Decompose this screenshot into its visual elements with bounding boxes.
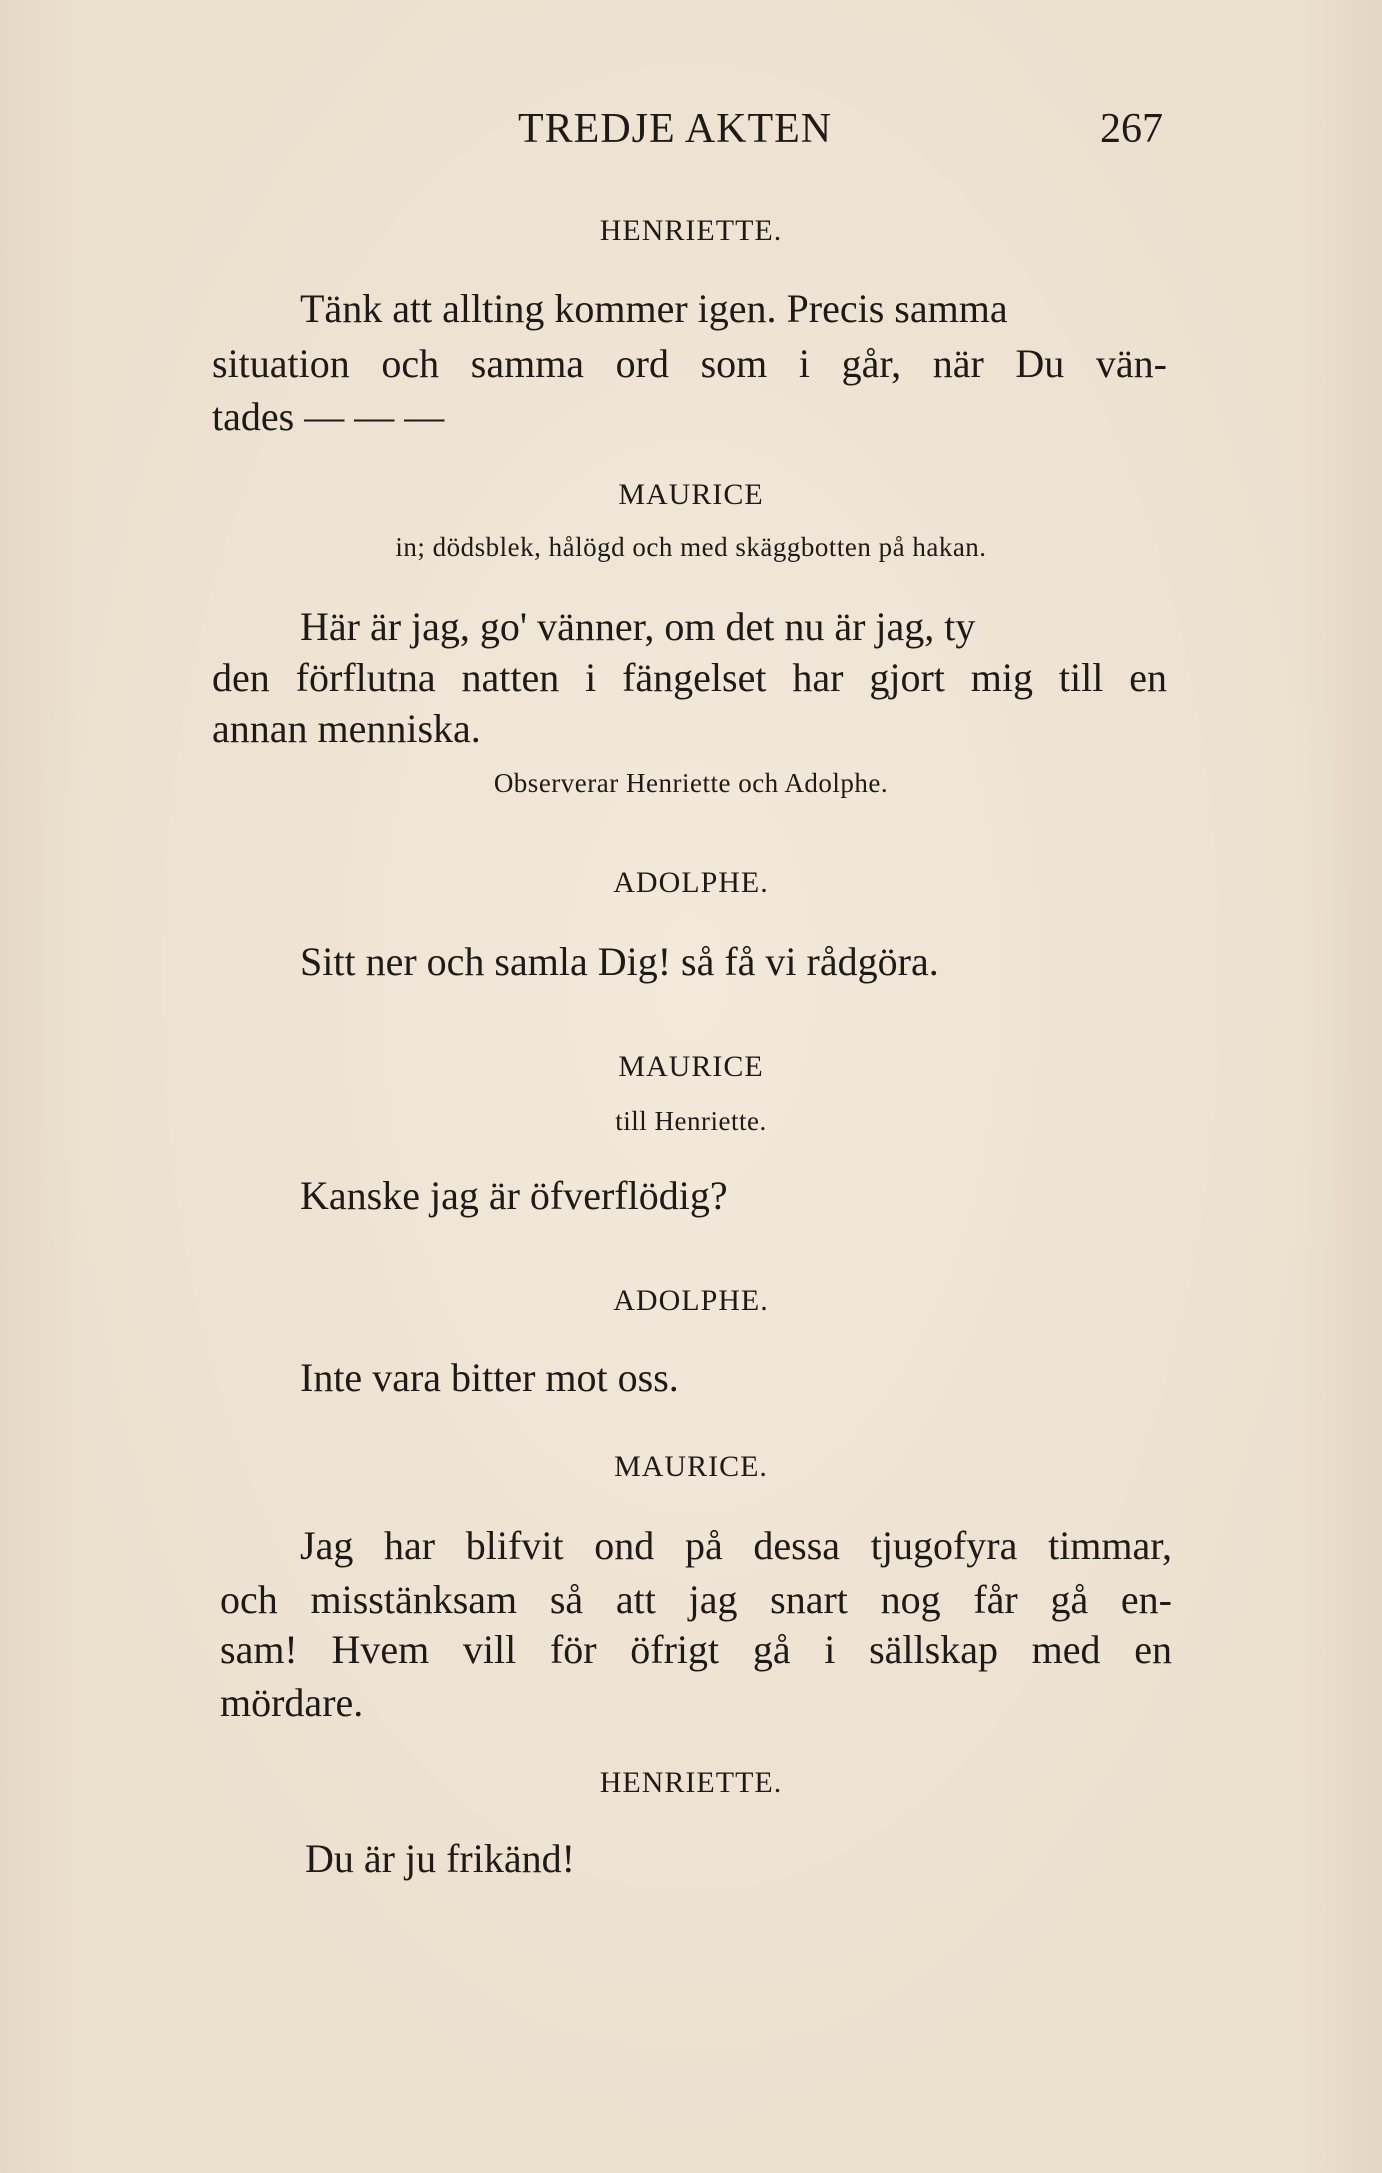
stage-direction: till Henriette. — [615, 1106, 767, 1136]
speaker-adolphe: ADOLPHE. — [613, 866, 769, 899]
speech-line: sam! Hvem vill för öfrigt gå i sällskap med en — [220, 1627, 1172, 1672]
speech-line: Här är jag, go' vänner, om det nu är jag, ty — [300, 604, 976, 649]
speaker-adolphe: ADOLPHE. — [613, 1284, 769, 1317]
speaker-maurice: MAURICE — [618, 1050, 764, 1083]
speech-line: Sitt ner och samla Dig! så få vi rådgöra. — [300, 939, 939, 984]
speech-line: Tänk att allting kommer igen. Precis samma — [300, 286, 1008, 331]
page-number: 267 — [1100, 106, 1163, 152]
speech-line: situation och samma ord som i går, när Du vän- — [212, 341, 1167, 386]
stage-direction: Observerar Henriette och Adolphe. — [493, 768, 889, 798]
speaker-henriette: HENRIETTE. — [599, 214, 783, 247]
speech-line: Kanske jag är öfverflödig? — [300, 1173, 728, 1218]
running-header-title: TREDJE AKTEN — [518, 106, 833, 152]
speech-line: annan menniska. — [212, 706, 481, 751]
speech-line: mördare. — [220, 1680, 364, 1725]
speech-line: Inte vara bitter mot oss. — [300, 1355, 679, 1400]
speaker-maurice: MAURICE — [618, 478, 764, 511]
speech-line: den förflutna natten i fängelset har gjort mig till en — [212, 655, 1167, 700]
speech-line: och misstänksam så att jag snart nog får gå en- — [220, 1577, 1172, 1622]
speech-line: Jag har blifvit ond på dessa tjugofyra timmar, — [300, 1523, 1172, 1568]
speaker-maurice: MAURICE. — [614, 1450, 768, 1483]
speaker-henriette: HENRIETTE. — [599, 1766, 783, 1799]
speech-line: tades — — — — [212, 394, 445, 439]
stage-direction: in; dödsblek, hålögd och med skäggbotten på hakan. — [395, 532, 987, 562]
speech-line: Du är ju frikänd! — [305, 1836, 575, 1881]
